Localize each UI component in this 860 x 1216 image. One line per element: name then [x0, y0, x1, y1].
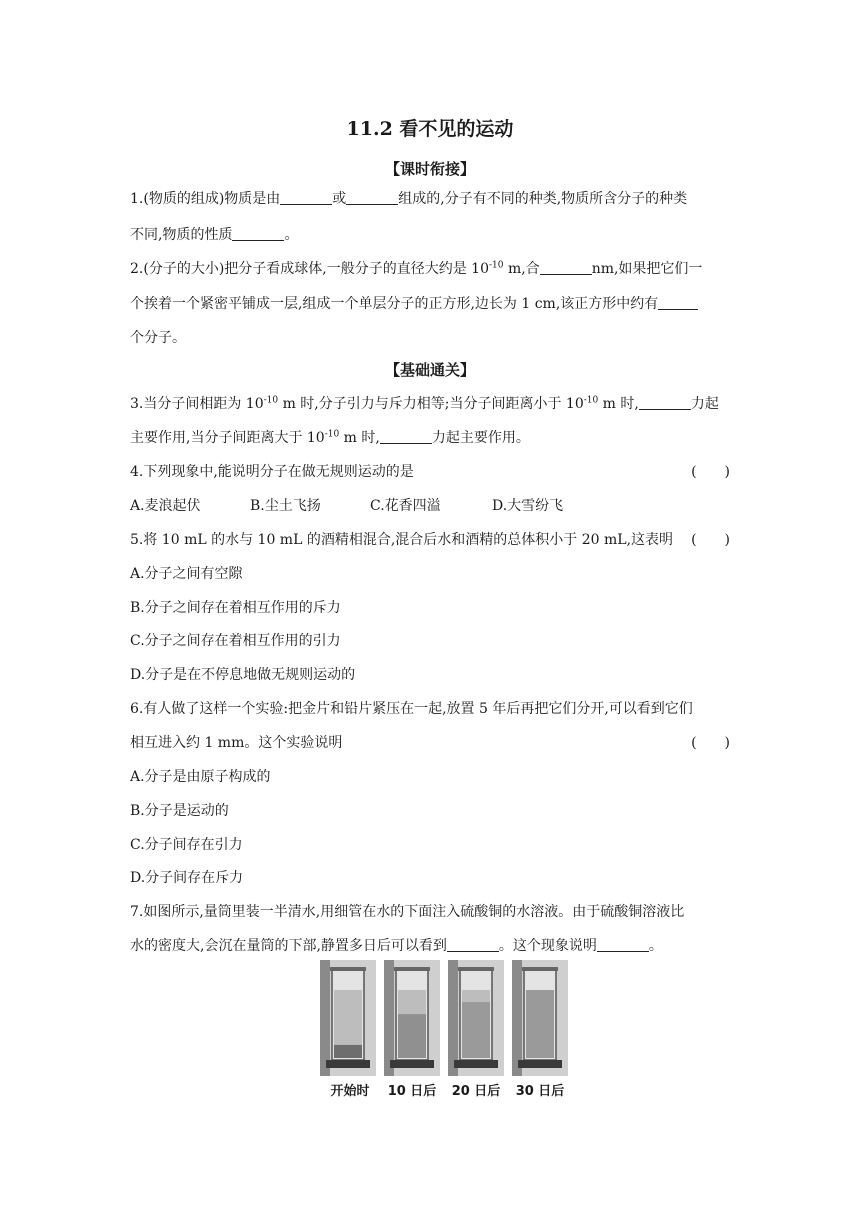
cylinder-photo-2 [448, 960, 504, 1076]
option-d[interactable]: D.分子间存在斥力 [130, 870, 244, 886]
question-1-line-2: 不同,物质的性质 。 [130, 227, 299, 243]
figure-label-day-10: 10 日后 [387, 1084, 437, 1099]
section-heading-basics: 【基础通关】 [384, 361, 475, 379]
question-7-line-2: 水的密度大,会沉在量筒的下部,静置多日后可以看到 。这个现象说明 。 [130, 938, 663, 954]
figure-label-day-20: 20 日后 [451, 1084, 501, 1099]
question-4-stem: 4.下列现象中,能说明分子在做无规则运动的是 ( ) [130, 464, 730, 480]
option-c[interactable]: C.分子之间存在着相互作用的引力 [130, 633, 341, 649]
cylinder-base [326, 1060, 370, 1068]
photo-shadow [448, 960, 458, 1076]
answer-blank[interactable] [346, 190, 398, 205]
option-a[interactable]: A.麦浪起伏 [130, 498, 201, 514]
question-3-line-1: 3.当分子间相距为 $10^{-10}$ m 时,分子引力与斥力相等;当分子间距离小于 $10^{-10}$ m 时, 力起 [130, 395, 719, 412]
cylinder-rim [522, 967, 558, 971]
answer-blank[interactable] [280, 190, 332, 205]
cylinder-rim [458, 967, 494, 971]
figure-label-day-30: 30 日后 [515, 1084, 565, 1099]
cylinder-photo-3 [512, 960, 568, 1076]
copper-sulfate-layer [334, 1045, 362, 1058]
figure-label-start: 开始时 [330, 1084, 370, 1099]
answer-blank[interactable] [639, 395, 691, 410]
question-2-line-3: 个分子。 [130, 330, 186, 346]
question-4-options [130, 496, 730, 516]
option-b[interactable]: B.尘土飞扬 [250, 498, 321, 514]
cylinder-rim [330, 967, 366, 971]
answer-parentheses[interactable]: ( ) [691, 735, 730, 751]
question-6-stem-line-2: 相互进入约 1 mm。这个实验说明 ( ) [130, 735, 730, 751]
question-3-line-2: 主要作用,当分子间距离大于 $10^{-10}$ m 时, 力起主要作用。 [130, 429, 530, 446]
cylinder-base [390, 1060, 434, 1068]
photo-shadow [320, 960, 330, 1076]
answer-parentheses[interactable]: ( ) [691, 532, 730, 548]
cylinder-base [518, 1060, 562, 1068]
question-1-line-1: 1.(物质的组成)物质是由 或 组成的,分子有不同的种类,物质所含分子的种类 [130, 191, 688, 207]
question-2-line-1: 2.(分子的大小)把分子看成球体,一般分子的直径大约是 $10^{-10}$ m,合 nm,如果把它们一 [130, 260, 703, 277]
cylinder-rim [394, 967, 430, 971]
question-6-stem-line-1: 6.有人做了这样一个实验:把金片和铅片紧压在一起,放置 5 年后再把它们分开,可以看到它们 [130, 701, 693, 717]
question-2-line-2: 个挨着一个紧密平铺成一层,组成一个单层分子的正方形,边长为 1 cm,该正方形中约有 [130, 294, 730, 314]
copper-sulfate-layer [526, 990, 554, 1058]
answer-blank[interactable] [232, 226, 284, 241]
question-7-line-1: 7.如图所示,量筒里装一半清水,用细管在水的下面注入硫酸铜的水溶液。由于硫酸铜溶液比 [130, 904, 685, 920]
copper-sulfate-layer [462, 1002, 490, 1058]
answer-blank[interactable] [380, 429, 432, 444]
option-d[interactable]: D.分子是在不停息地做无规则运动的 [130, 667, 356, 683]
photo-shadow [384, 960, 394, 1076]
option-c[interactable]: C.花香四溢 [370, 498, 441, 514]
option-d[interactable]: D.大雪纷飞 [492, 498, 564, 514]
copper-sulfate-layer [398, 1014, 426, 1058]
option-c[interactable]: C.分子间存在引力 [130, 837, 243, 853]
option-b[interactable]: B.分子之间存在着相互作用的斥力 [130, 600, 341, 616]
section-heading-transition: 【课时衔接】 [384, 160, 475, 178]
cylinder-photo-1 [384, 960, 440, 1076]
page-title: 11.2 看不见的运动 [346, 118, 514, 140]
cylinder-base [454, 1060, 498, 1068]
cylinder-photo-0 [320, 960, 376, 1076]
cylinder-photos [320, 960, 570, 1078]
diffusion-cylinder-figure [320, 960, 570, 1100]
option-b[interactable]: B.分子是运动的 [130, 803, 229, 819]
answer-parentheses[interactable]: ( ) [691, 464, 730, 480]
answer-blank[interactable] [597, 937, 649, 952]
option-a[interactable]: A.分子是由原子构成的 [130, 769, 271, 785]
answer-blank[interactable] [540, 260, 592, 275]
answer-blank[interactable] [447, 937, 499, 952]
answer-blank[interactable] [658, 295, 698, 310]
option-a[interactable]: A.分子之间有空隙 [130, 566, 243, 582]
question-5-stem: 5.将 10 mL 的水与 10 mL 的酒精相混合,混合后水和酒精的总体积小于 20 mL,这表明 ( ) [130, 532, 730, 548]
photo-shadow [512, 960, 522, 1076]
